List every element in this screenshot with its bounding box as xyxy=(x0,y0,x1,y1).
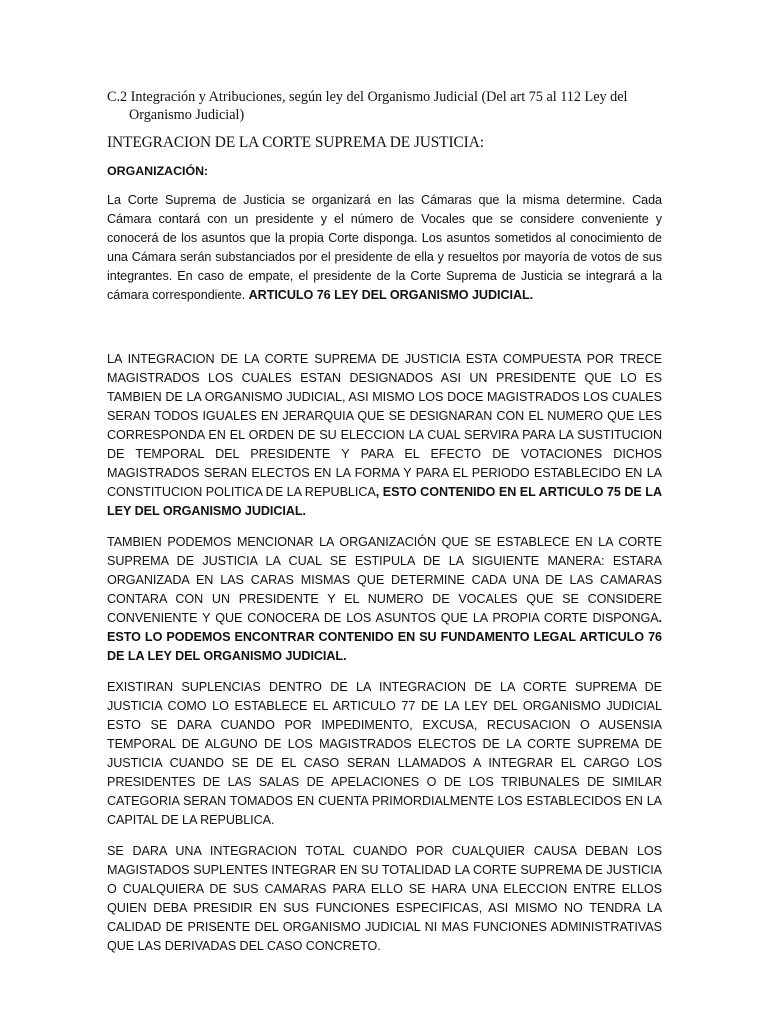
paragraph-substitutions xyxy=(107,678,662,830)
paragraph-text: TAMBIEN PODEMOS MENCIONAR LA ORGANIZACIÓN QUE SE ESTABLECE EN LA CORTE SUPREMA DE JUSTICIA LA CUAL SE ESTIPULA DE LA SIGUIENTE MANERA: ESTARA ORGANIZADA EN LAS CARAS MISMAS QUE DETERMINE CADA UNA DE LAS CAMARAS CONTARA CON UN PRESIDENTE Y EL NUMERO DE VOCALES QUE SE CONSIDERE CONVENIENTE Y QUE CONOCERA DE LOS ASUNTOS QUE LA PROPIA CORTE DISPONGA xyxy=(107,535,662,625)
paragraph-text: LA INTEGRACION DE LA CORTE SUPREMA DE JUSTICIA ESTA COMPUESTA POR TRECE MAGISTRADOS LOS CUALES ESTAN DESIGNADOS ASI UN PRESIDENTE QUE LO ES TAMBIEN DE LA ORGANISMO JUDICIAL, ASI MISMO LOS DOCE MAGISTRADOS LOS CUALES SERAN TODOS IGUALES EN JERARQUIA QUE SE DESIGNARAN CON EL NUMERO QUE LES CORRESPONDA EN EL ORDEN DE SU ELECCION LA CUAL SERVIRA PARA LA SUSTITUCION DE TEMPORAL DEL PRESIDENTE Y PARA EL EFECTO DE VOTACIONES DICHOS MAGISTRADOS SERAN ELECTOS EN LA FORMA Y PARA EL PERIODO ESTABLECIDO EN LA CONSTITUCION POLITICA DE LA REPUBLICA xyxy=(107,352,662,499)
paragraph-text: SE DARA UNA INTEGRACION TOTAL CUANDO POR CUALQUIER CAUSA DEBAN LOS MAGISTADOS SUPLENTES INTEGRAR EN SU TOTALIDAD LA CORTE SUPREMA DE JUSTICIA O CUALQUIERA DE SUS CAMARAS PARA ELLO SE HARA UNA ELECCION ENTRE ELLOS QUIEN DEBA PRESIDIR EN SUS FUNCIONES ESPECIFICAS, ASI MISMO NO TENDRA LA CALIDAD DE PRISENTE DEL ORGANISMO JUDICIAL NI MAS FUNCIONES ADMINISTRATIVAS QUE LAS DERIVADAS DEL CASO CONCRETO. xyxy=(107,844,662,953)
section-heading-c2: C.2 Integración y Atribuciones, según ley del Organismo Judicial (Del art 75 al 112 Ley del Organismo Judicial) xyxy=(107,89,628,123)
organization-label: ORGANIZACIÓN: xyxy=(107,164,209,178)
main-heading: INTEGRACION DE LA CORTE SUPREMA DE JUSTICIA: xyxy=(107,134,484,151)
paragraph-chambers xyxy=(107,533,662,666)
document-page xyxy=(107,88,662,968)
paragraph-spacer xyxy=(107,317,662,350)
paragraph-bold-reference: , ESTO CONTENIDO EN EL ARTICULO 75 DE LA LEY DEL ORGANISMO JUDICIAL. xyxy=(107,485,662,518)
paragraph-text: EXISTIRAN SUPLENCIAS DENTRO DE LA INTEGRACION DE LA CORTE SUPREMA DE JUSTICIA COMO LO ESTABLECE EL ARTICULO 77 DE LA LEY DEL ORGANISMO JUDICIAL ESTO SE DARA CUANDO POR IMPEDIMENTO, EXCUSA, RECUSACION O AUSENSIA TEMPORAL DE ALGUNO DE LOS MAGISTRADOS ELECTOS DE LA CORTE SUPREMA DE JUSTICIA CUANDO SE DE EL CASO SERAN LLAMADOS A INTEGRAR EL CARGO LOS PRESIDENTES DE LAS SALAS DE APELACIONES O DE LOS TRIBUNALES DE SIMILAR CATEGORIA SERAN TOMADOS EN CUENTA PRIMORDIALMENTE LOS ESTABLECIDOS EN LA CAPITAL DE LA REPUBLICA. xyxy=(107,680,662,827)
paragraph-bold-reference: . ESTO LO PODEMOS ENCONTRAR CONTENIDO EN SU FUNDAMENTO LEGAL ARTICULO 76 DE LA LEY DEL ORGANISMO JUDICIAL. xyxy=(107,611,662,663)
paragraph-total-integration xyxy=(107,842,662,956)
paragraph-bold-reference: ARTICULO 76 LEY DEL ORGANISMO JUDICIAL. xyxy=(248,288,534,302)
paragraph-organization xyxy=(107,191,662,305)
paragraph-text: La Corte Suprema de Justicia se organizará en las Cámaras que la misma determine. Cada Cámara contará con un presidente y el número de Vocales que se considere conveniente y conocerá de los asuntos que la propia Corte disponga. Los asuntos sometidos al conocimiento de una Cámara serán substanciados por el presidente de ella y resueltos por mayoría de votos de sus integrantes. En caso de empate, el presidente de la Corte Suprema de Justicia se integrará a la cámara correspondiente. xyxy=(107,193,662,302)
paragraph-integration xyxy=(107,350,662,521)
